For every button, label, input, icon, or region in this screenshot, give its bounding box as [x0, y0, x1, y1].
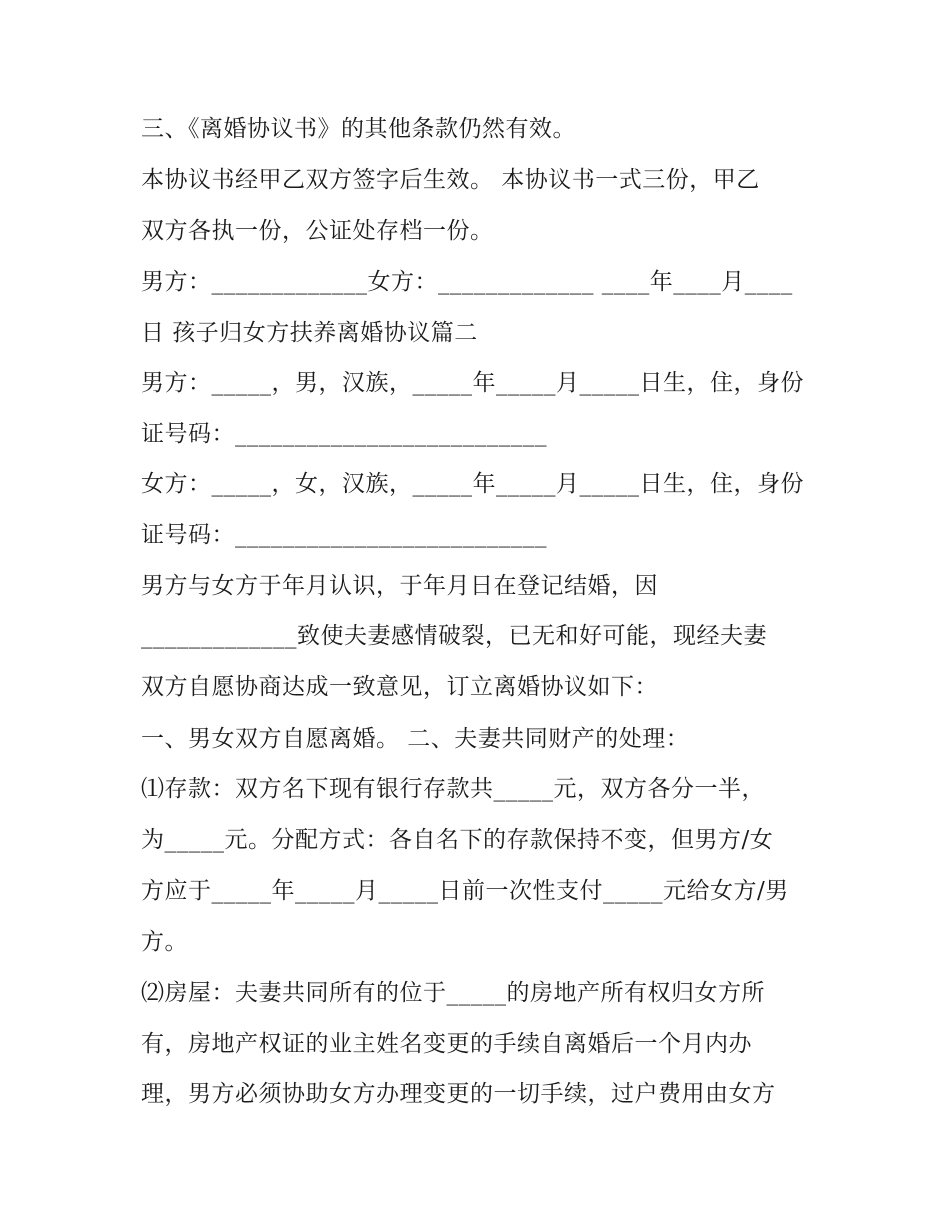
text-line: ⑵房屋：夫妻共同所有的位于_____的房地产所有权归女方所	[141, 980, 765, 1006]
text-line: 一、男女双方自愿离婚。 二、夫妻共同财产的处理：	[141, 726, 690, 752]
text-line: ⑴存款：双方名下现有银行存款共_____元，双方各分一半，	[141, 776, 765, 802]
text-line: 男方：_____，男，汉族，_____年_____月_____日生，住，身份	[141, 370, 804, 396]
text-line: 证号码：__________________________	[141, 421, 547, 447]
text-line: 双方自愿协商达成一致意见，订立离婚协议如下：	[141, 674, 658, 700]
text-line: 证号码：__________________________	[141, 522, 547, 548]
text-line: 本协议书经甲乙双方签字后生效。 本协议书一式三份，甲乙	[141, 167, 760, 193]
text-line: 方应于_____年_____月_____日前一次性支付_____元给女方/男	[141, 878, 789, 904]
section-title-line: 日 孩子归女方扶养离婚协议篇二	[141, 320, 478, 346]
text-line: _____________致使夫妻感情破裂，已无和好可能，现经夫妻	[141, 623, 767, 649]
text-line: 三、《离婚协议书》的其他条款仍然有效。	[141, 116, 576, 142]
text-line: 双方各执一份，公证处存档一份。	[141, 218, 494, 244]
text-line: 方。	[141, 929, 188, 955]
text-line: 男方与女方于年月认识，于年月日在登记结婚，因	[141, 573, 658, 599]
text-line: 有，房地产权证的业主姓名变更的手续自离婚后一个月内办	[141, 1031, 752, 1057]
text-line: 为_____元。分配方式：各自名下的存款保持不变，但男方/女	[141, 827, 774, 853]
text-line: 理，男方必须协助女方办理变更的一切手续，过户费用由女方	[141, 1081, 776, 1107]
text-line: 女方：_____，女，汉族，_____年_____月_____日生，住，身份	[141, 471, 804, 497]
signature-line: 男方：_____________女方：_____________ ____年____月____	[141, 269, 793, 295]
